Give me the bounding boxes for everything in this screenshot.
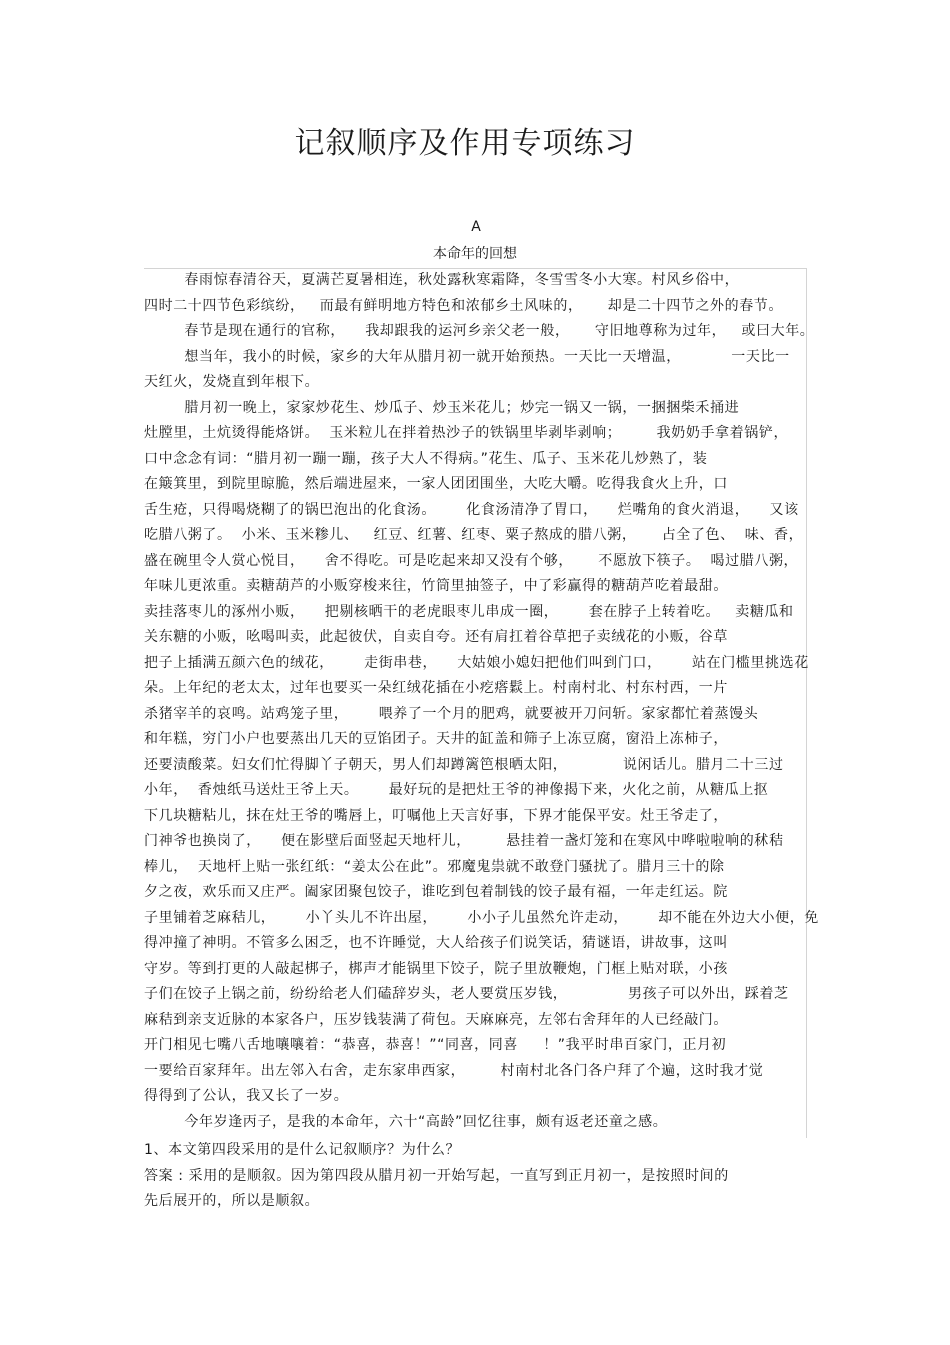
passage-line: 春雨惊春清谷天，夏满芒夏暑相连，秋处露秋寒霜降，冬雪雪冬小大寒。村风乡俗中， [144,272,740,288]
passage-line: 门神爷也换岗了， 便在影壁后面竖起天地杆儿， 悬挂着一盏灯笼和在寒风中哗啦啦响的秫秸 [144,833,784,849]
passage-line: 把子上插满五颜六色的绒花， 走街串巷， 大姑娘小媳妇把他们叫到门口， 站在门槛里挑选花 [144,654,809,671]
passage-line: 一要给百家拜年。出左邻入右舍，走东家串西家， 村南村北各门各户拜了个遍，这时我才觉 [144,1062,764,1079]
passage-line: 舌生疮，只得喝烧糊了的锅巴泡出的化食汤。 化食汤清净了胃口， 烂嘴角的食火消退， 又该 [144,501,799,518]
document-title: 记叙顺序及作用专项练习 [294,126,636,161]
passage-line: 和年糕，穷门小户也要蒸出几天的豆馅团子。天井的缸盖和筛子上冻豆腐，窗沿上冻柿子， [144,731,728,747]
section-title: 本命年的回想 [433,246,517,262]
passage-line: 夕之夜，欢乐而又庄严。阖家团聚包饺子，谁吃到包着制钱的饺子最有福，一年走红运。院 [144,884,728,900]
passage-line: 吃腊八粥了。 小米、玉米糁儿、 红豆、红薯、红枣、粟子熬成的腊八粥， 占全了色、 味、香， [144,527,804,543]
passage-line: 子们在饺子上锅之前，纷纷给老人们磕辞岁头，老人要赏压岁钱， 男孩子可以外出，踩着芝 [144,986,789,1002]
passage-line: 盛在碗里令人赏心悦目， 舍不得吃。可是吃起来却又没有个够， 不愿放下筷子。 喝过腊八粥， [144,552,799,569]
passage-line: 开门相见七嘴八舌地嚷嚷着：“恭喜，恭喜！”“同喜，同喜 ！”我平时串百家门，正月初 [144,1037,727,1053]
passage-line: 朵。上年纪的老太太，过年也要买一朵红绒花插在小疙瘩鬏上。村南村北、村东村西，一片 [144,680,728,696]
passage-line: 今年岁逢丙子，是我的本命年，六十“高龄”回忆往事，颇有返老还童之感。 [144,1113,668,1130]
question-text: 1、本文第四段采用的是什么记叙顺序？为什么？ [144,1142,461,1158]
passage-line: 想当年，我小的时候，家乡的大年从腊月初一就开始预热。一天比一天增温， 一天比一 [144,348,790,365]
passage-line: 得冲撞了神明。不管多么困乏，也不许睡觉，大人给孩子们说笑话，猜谜语，讲故事，这叫 [144,935,728,951]
answer-text: 答案 : 采用的是顺叙。因为第四段从腊月初一开始写起，一直写到正月初一，是按照时间的 [144,1167,729,1184]
passage-line: 守岁。等到打更的人敲起梆子，梆声才能锅里下饺子，院子里放鞭炮，门框上贴对联，小孩 [144,960,728,977]
passage-line: 年味儿更浓重。卖糖葫芦的小贩穿梭来往，竹筒里抽签子，中了彩赢得的糖葫芦吃着最甜。 [144,578,728,594]
passage-line: 杀猪宰羊的哀鸣。站鸡笼子里， 喂养了一个月的肥鸡，就要被开刀问斩。家家都忙着蒸馒头 [144,705,759,722]
passage-line: 棒儿， 天地杆上贴一张红纸：“姜太公在此”。邪魔鬼祟就不敢登门骚扰了。腊月三十的除 [144,858,725,875]
passage-line: 麻秸到亲支近脉的本家各户，压岁钱装满了荷包。天麻麻亮，左邻右舍拜年的人已经敲门。 [144,1011,728,1028]
passage-line: 春节是现在通行的官称， 我却跟我的运河乡亲父老一般， 守旧地尊称为过年， 或曰大年。 [144,323,815,339]
passage-line: 子里铺着芝麻秸儿， 小丫头儿不许出屋， 小小子儿虽然允许走动， 却不能在外边大小便，免 [144,909,819,926]
passage-line: 下几块糖粘儿，抹在灶王爷的嘴唇上，叮嘱他上天言好事，下界才能保平安。灶王爷走了， [144,807,728,824]
passage-line: 四时二十四节色彩缤纷， 而最有鲜明地方特色和浓郁乡土风味的， 却是二十四节之外的春节。 [144,297,783,314]
passage-body [144,268,819,1135]
passage-line: 关东糖的小贩，吆喝叫卖，此起彼伏，自卖自夸。还有肩扛着谷草把子卖绒花的小贩，谷草 [144,629,728,645]
passage-line: 天红火，发烧直到年根下。 [144,374,320,390]
passage-line: 口中念念有词：“腊月初一蹦一蹦，孩子大人不得病。”花生、瓜子、玉米花儿炒熟了，装 [144,450,708,467]
question-block [144,1138,729,1215]
passage-line: 在簸箕里，到院里晾脆，然后端进屋来，一家人团团围坐，大吃大嚼。吃得我食火上升，口 [144,476,728,492]
passage-line: 灶膛里，土炕烫得能烙饼。 玉米粒儿在拌着热沙子的铁锅里毕剥毕剥响； 我奶奶手拿着锅铲， [144,425,789,441]
answer-text: 先后展开的，所以是顺叙。 [144,1193,320,1209]
passage-line: 还要渍酸菜。妇女们忙得脚丫子朝天，男人们却蹲篱笆根晒太阳， 说闲话儿。腊月二十三过 [144,756,784,773]
passage-line: 腊月初一晚上，家家炒花生、炒瓜子、炒玉米花儿；炒完一锅又一锅，一捆捆柴禾捅进 [144,399,740,416]
passage-line: 得得到了公认，我又长了一岁。 [144,1088,349,1104]
section-letter: A [471,219,481,235]
passage-line: 卖挂落枣儿的涿州小贩， 把剔核晒干的老虎眼枣儿串成一圈， 套在脖子上转着吃。 卖糖瓜和 [144,603,794,620]
passage-line: 小年， 香烛纸马送灶王爷上天。 最好玩的是把灶王爷的神像揭下来，火化之前，从糖瓜上抠 [144,782,769,798]
